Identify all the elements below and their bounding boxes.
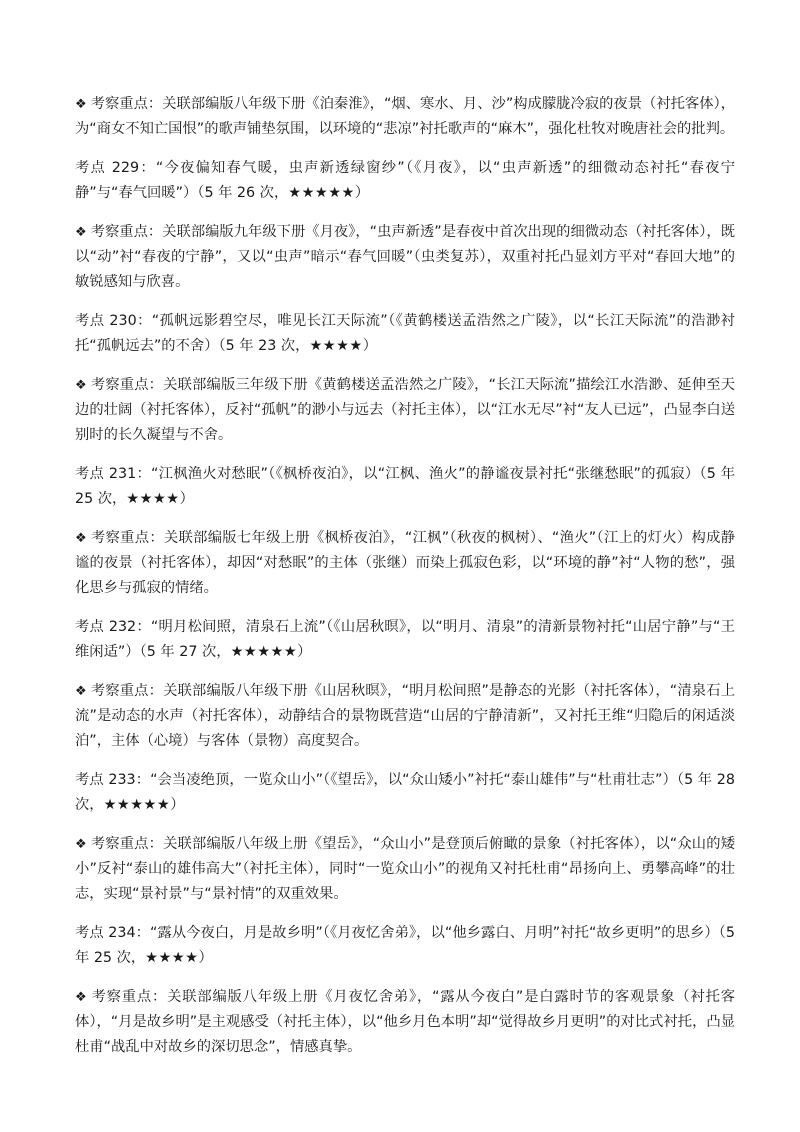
focus-paragraph <box>75 679 735 754</box>
focus-paragraph <box>75 373 735 448</box>
exam-point-text: 考点 229：“今夜偏知春气暖，虫声新透绿窗纱”（《月夜》，以“虫声新透”的细微动态衬托“春夜宁静”与“春气回暖”）（5 年 26 次， <box>75 160 735 201</box>
diamond-bullet-icon: ❖ <box>75 531 87 546</box>
focus-text: 考察重点：关联部编版八年级下册《泊秦淮》，“烟、寒水、月、沙”构成朦胧冷寂的夜景（衬托客体），为“商女不知亡国恨”的歌声铺垫氛围，以环境的“悲凉”衬托歌声的“麻木”，强化杜牧对晚唐社会的批判。 <box>75 96 735 137</box>
diamond-bullet-icon: ❖ <box>75 378 87 393</box>
exam-point-text: 考点 230：“孤帆远影碧空尽，唯见长江天际流”（《黄鹤楼送孟浩然之广陵》，以“长江天际流”的浩渺衬托“孤帆远去”的不舍）（5 年 23 次， <box>75 313 735 354</box>
exam-point-text: 考点 231：“江枫渔火对愁眠”（《枫桥夜泊》，以“江枫、渔火”的静谧夜景衬托“张继愁眠”的孤寂）（5 年 25 次， <box>75 466 735 507</box>
star-rating: ★★★★★ <box>103 797 171 813</box>
diamond-bullet-icon: ❖ <box>75 837 87 852</box>
exam-point-paragraph <box>75 921 735 971</box>
diamond-bullet-icon: ❖ <box>75 97 87 112</box>
exam-point-paragraph <box>75 462 735 512</box>
star-rating: ★★★★★ <box>288 185 355 201</box>
diamond-bullet-icon: ❖ <box>75 990 88 1005</box>
exam-point-text: 考点 233：“会当凌绝顶，一览众山小”（《望岳》，以“众山矮小”衬托“泰山雄伟”与“杜甫壮志”）（5 年 28 次， <box>75 772 735 813</box>
focus-paragraph <box>75 832 735 907</box>
star-rating: ★★★★★ <box>230 644 298 660</box>
exam-point-close: ） <box>362 338 378 354</box>
exam-point-close: ） <box>179 491 194 507</box>
star-rating: ★★★★ <box>126 491 180 507</box>
document-page <box>75 92 735 1074</box>
focus-paragraph <box>75 220 735 295</box>
exam-point-close: ） <box>297 644 312 660</box>
focus-text: 考察重点：关联部编版三年级下册《黄鹤楼送孟浩然之广陵》，“长江天际流”描绘江水浩渺、延伸至天边的壮阔（衬托客体），反衬“孤帆”的渺小与远去（衬托主体），以“江水无尽”衬“友人已远”，凸显李白送别时的长久凝望与不舍。 <box>75 377 735 443</box>
focus-paragraph <box>75 985 735 1060</box>
exam-point-paragraph <box>75 615 735 665</box>
exam-point-text: 考点 234：“露从今夜白，月是故乡明”（《月夜忆舍弟》，以“他乡露白、月明”衬托“故乡更明”的思乡）（5 年 25 次， <box>75 925 735 966</box>
exam-point-paragraph <box>75 309 735 359</box>
focus-text: 考察重点：关联部编版八年级下册《山居秋暝》，“明月松间照”是静态的光影（衬托客体），“清泉石上流”是动态的水声（衬托客体），动静结合的景物既营造“山居的宁静清新”，又衬托王维“归隐后的闲适淡泊”，主体（心境）与客体（景物）高度契合。 <box>75 683 735 749</box>
focus-text: 考察重点：关联部编版八年级上册《月夜忆舍弟》，“露从今夜白”是白露时节的客观景象（衬托客体），“月是故乡明”是主观感受（衬托主体），以“他乡月色本明”却“觉得故乡月更明”的对比式衬托，凸显杜甫“战乱中对故乡的深切思念”，情感真挚。 <box>75 989 735 1055</box>
focus-text: 考察重点：关联部编版七年级上册《枫桥夜泊》，“江枫”（秋夜的枫树）、“渔火”（江上的灯火）构成静谧的夜景（衬托客体），却因“对愁眠”的主体（张继）而染上孤寂色彩，以“环境的静”衬“人物的愁”，强化思乡与孤寂的情绪。 <box>75 530 735 596</box>
exam-point-close: ） <box>198 950 213 966</box>
focus-text: 考察重点：关联部编版九年级下册《月夜》，“虫声新透”是春夜中首次出现的细微动态（衬托客体），既以“动”衬“春夜的宁静”，又以“虫声”暗示“春气回暖”（虫类复苏），双重衬托凸显刘方平对“春回大地”的敏锐感知与欣喜。 <box>75 224 735 290</box>
exam-point-close: ） <box>170 797 185 813</box>
focus-paragraph <box>75 526 735 601</box>
focus-paragraph <box>75 92 735 142</box>
exam-point-text: 考点 232：“明月松间照，清泉石上流”（《山居秋暝》，以“明月、清泉”的清新景物衬托“山居宁静”与“王维闲适”）（5 年 27 次， <box>75 619 735 660</box>
focus-text: 考察重点：关联部编版八年级上册《望岳》，“众山小”是登顶后俯瞰的景象（衬托客体），以“众山的矮小”反衬“泰山的雄伟高大”（衬托主体），同时“一览众山小”的视角又衬托杜甫“昂扬向上、勇攀高峰”的壮志，实现“景衬景”与“景衬情”的双重效果。 <box>75 836 735 902</box>
exam-point-paragraph <box>75 156 735 206</box>
exam-point-close: ） <box>354 185 370 201</box>
star-rating: ★★★★ <box>145 950 199 966</box>
diamond-bullet-icon: ❖ <box>75 684 87 699</box>
diamond-bullet-icon: ❖ <box>75 225 87 240</box>
exam-point-paragraph <box>75 768 735 818</box>
star-rating: ★★★★ <box>309 338 363 354</box>
